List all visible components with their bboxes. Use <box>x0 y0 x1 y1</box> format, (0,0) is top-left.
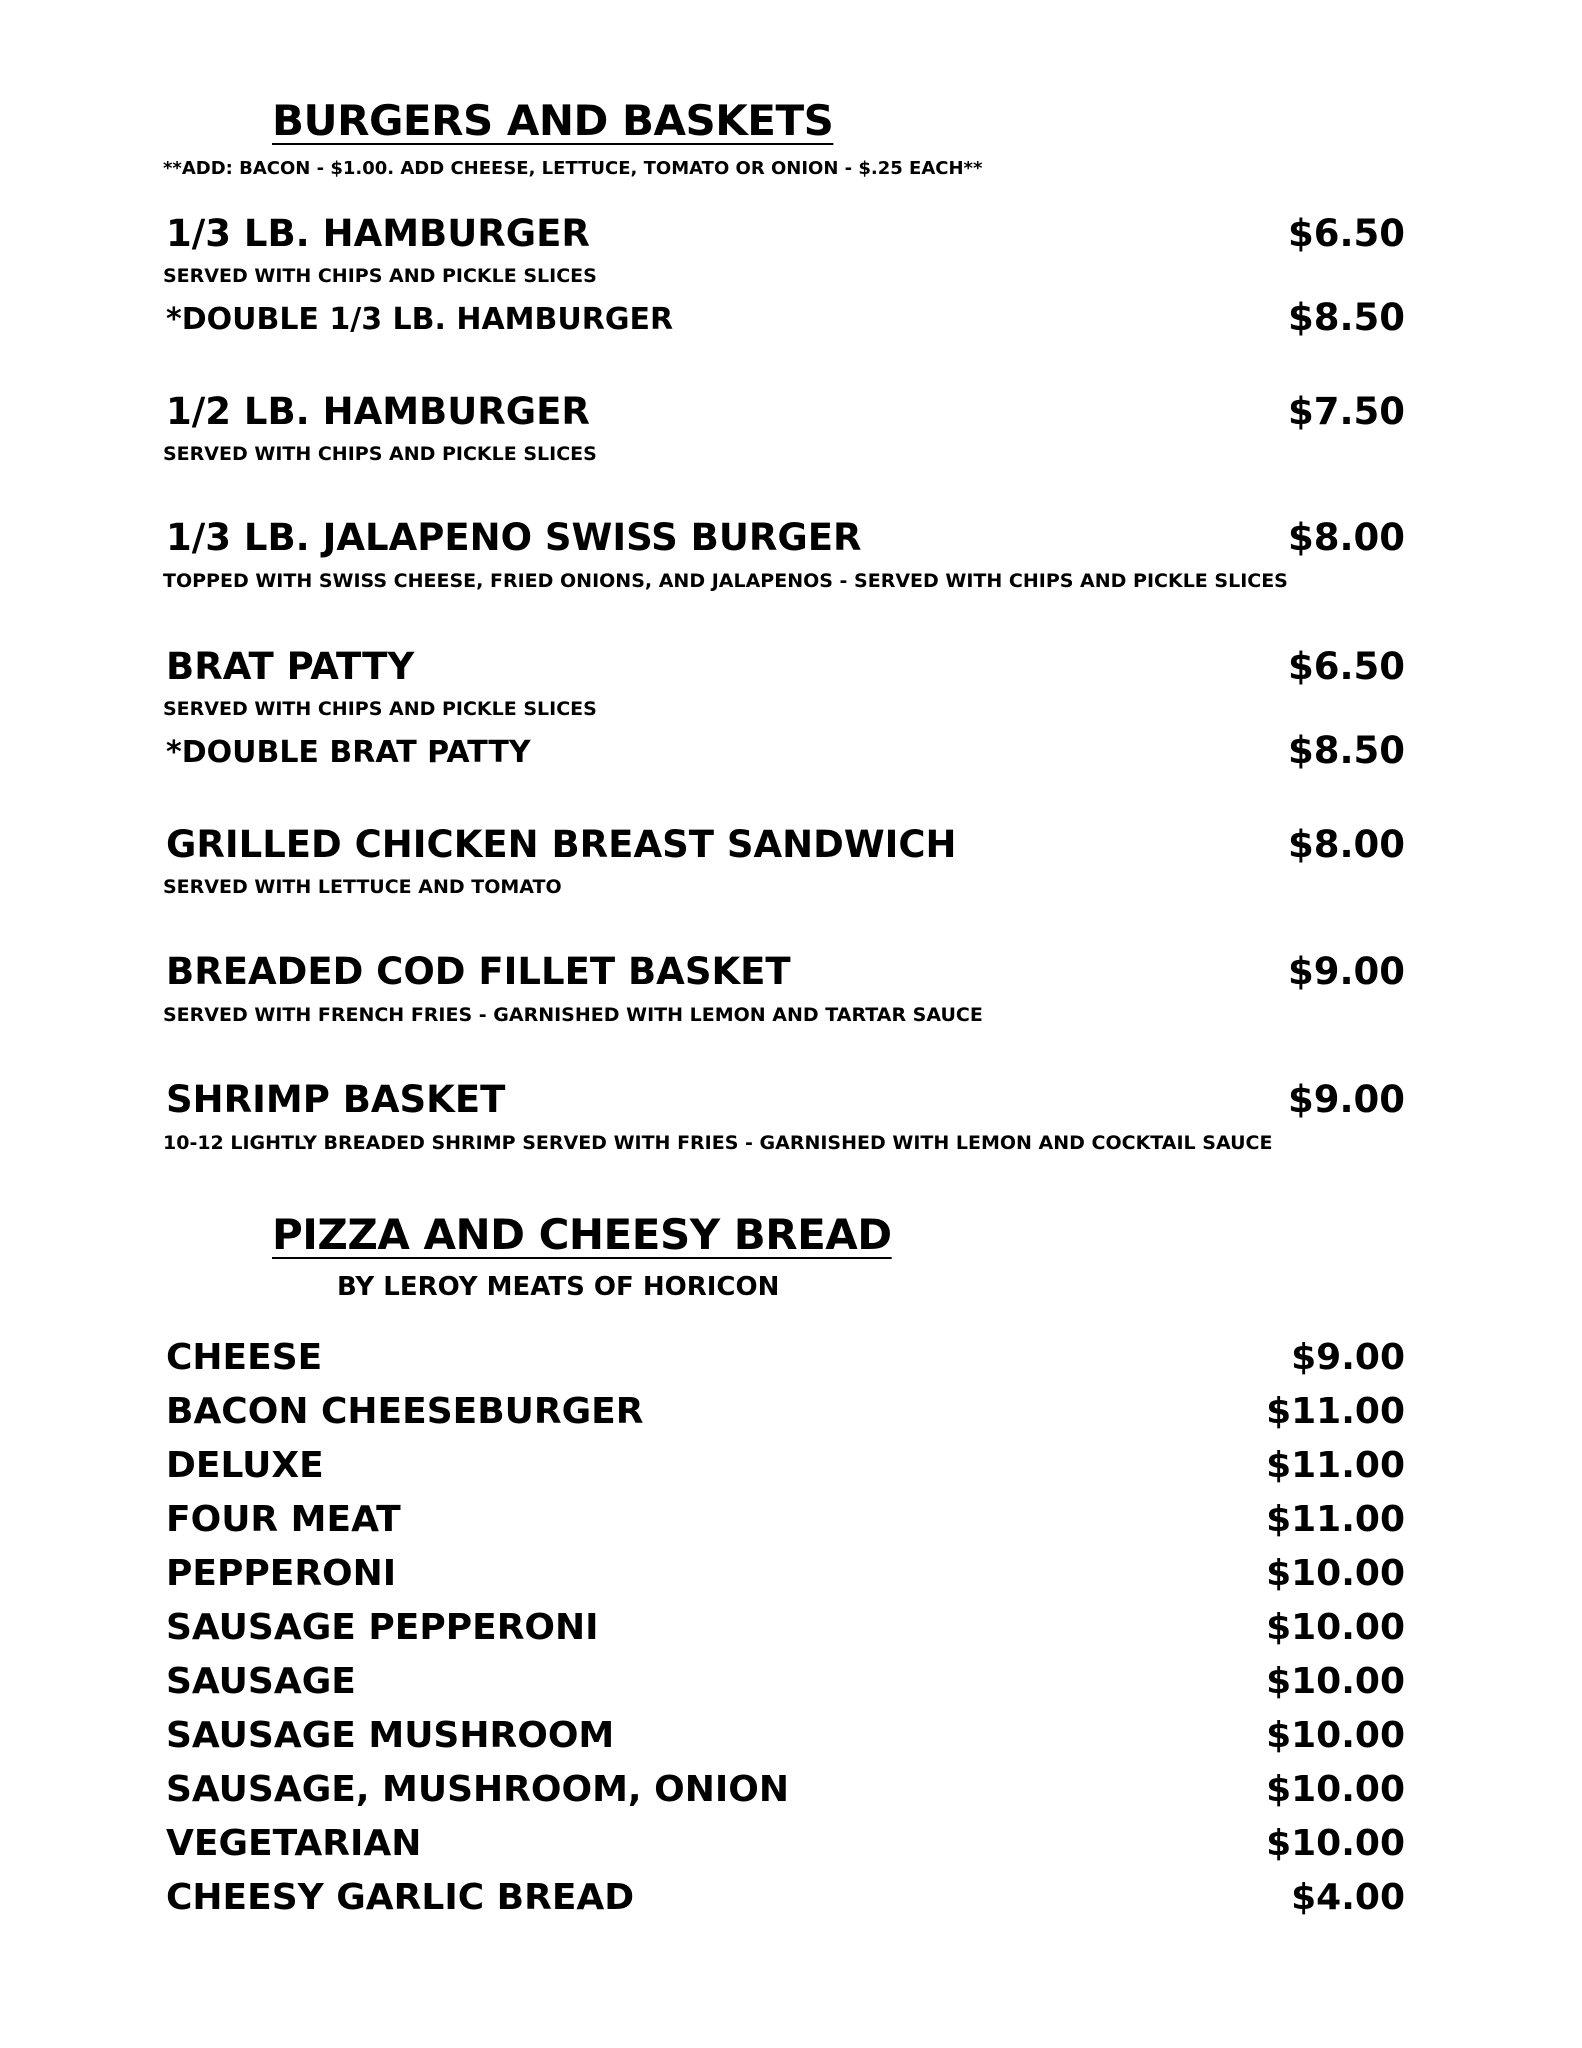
menu-item-price: $10.00 <box>1266 1769 1405 1810</box>
menu-item-price: $8.50 <box>1287 729 1405 772</box>
menu-item-name: SAUSAGE, MUSHROOM, ONION <box>166 1769 789 1810</box>
menu-item-price: $6.50 <box>1287 212 1405 255</box>
menu-item-price: $10.00 <box>1266 1823 1405 1864</box>
menu-item-price: $8.00 <box>1287 516 1405 559</box>
menu-item-price: $6.50 <box>1287 645 1405 688</box>
menu-item-name: CHEESY GARLIC BREAD <box>166 1877 635 1918</box>
section-subtitle-pizza: BY LEROY MEATS OF HORICON <box>337 1272 780 1302</box>
menu-item-desc: SERVED WITH CHIPS AND PICKLE SLICES <box>163 698 597 720</box>
menu-item-name: *DOUBLE 1/3 LB. HAMBURGER <box>166 302 674 337</box>
menu-item-name: *DOUBLE BRAT PATTY <box>166 735 531 770</box>
menu-item-desc: SERVED WITH CHIPS AND PICKLE SLICES <box>163 265 597 287</box>
menu-item-name: SAUSAGE MUSHROOM <box>166 1715 615 1756</box>
menu-item-desc: TOPPED WITH SWISS CHEESE, FRIED ONIONS, AND JALAPENOS - SERVED WITH CHIPS AND PICKLE SLICES <box>163 570 1288 592</box>
menu-item-name: 1/3 LB. HAMBURGER <box>166 212 590 255</box>
menu-item-desc: 10-12 LIGHTLY BREADED SHRIMP SERVED WITH FRIES - GARNISHED WITH LEMON AND COCKTAIL SAUCE <box>163 1132 1273 1154</box>
menu-item-name: SAUSAGE PEPPERONI <box>166 1607 599 1648</box>
menu-item-price: $10.00 <box>1266 1661 1405 1702</box>
menu-item-price: $11.00 <box>1266 1499 1405 1540</box>
menu-item-name: DELUXE <box>166 1445 324 1486</box>
menu-item-name: SAUSAGE <box>166 1661 356 1702</box>
menu-item-price: $11.00 <box>1266 1391 1405 1432</box>
menu-item-price: $10.00 <box>1266 1553 1405 1594</box>
menu-item-desc: SERVED WITH FRENCH FRIES - GARNISHED WITH LEMON AND TARTAR SAUCE <box>163 1004 983 1026</box>
menu-item-name: BACON CHEESEBURGER <box>166 1391 644 1432</box>
menu-item-price: $8.00 <box>1287 823 1405 866</box>
menu-item-desc: SERVED WITH CHIPS AND PICKLE SLICES <box>163 443 597 465</box>
menu-item-name: PEPPERONI <box>166 1553 397 1594</box>
menu-item-desc: SERVED WITH LETTUCE AND TOMATO <box>163 876 562 898</box>
menu-item-price: $9.00 <box>1287 1078 1405 1121</box>
menu-item-price: $11.00 <box>1266 1445 1405 1486</box>
menu-item-name: GRILLED CHICKEN BREAST SANDWICH <box>166 823 957 866</box>
section-title-burgers: BURGERS AND BASKETS <box>272 96 834 145</box>
menu-item-price: $8.50 <box>1287 296 1405 339</box>
menu-item-price: $10.00 <box>1266 1715 1405 1756</box>
menu-item-price: $7.50 <box>1287 390 1405 433</box>
section-note-burgers: **ADD: BACON - $1.00. ADD CHEESE, LETTUCE, TOMATO OR ONION - $.25 EACH** <box>163 158 983 179</box>
menu-item-name: BRAT PATTY <box>166 645 415 688</box>
menu-item-price: $4.00 <box>1291 1877 1405 1918</box>
menu-item-name: SHRIMP BASKET <box>166 1078 506 1121</box>
menu-item-price: $9.00 <box>1287 950 1405 993</box>
menu-item-name: CHEESE <box>166 1337 323 1378</box>
menu-item-name: 1/3 LB. JALAPENO SWISS BURGER <box>166 516 862 559</box>
menu-item-name: VEGETARIAN <box>166 1823 422 1864</box>
section-title-pizza: PIZZA AND CHEESY BREAD <box>272 1210 892 1259</box>
menu-item-price: $10.00 <box>1266 1607 1405 1648</box>
menu-item-name: FOUR MEAT <box>166 1499 401 1540</box>
menu-item-price: $9.00 <box>1291 1337 1405 1378</box>
menu-item-name: BREADED COD FILLET BASKET <box>166 950 791 993</box>
menu-item-name: 1/2 LB. HAMBURGER <box>166 390 590 433</box>
